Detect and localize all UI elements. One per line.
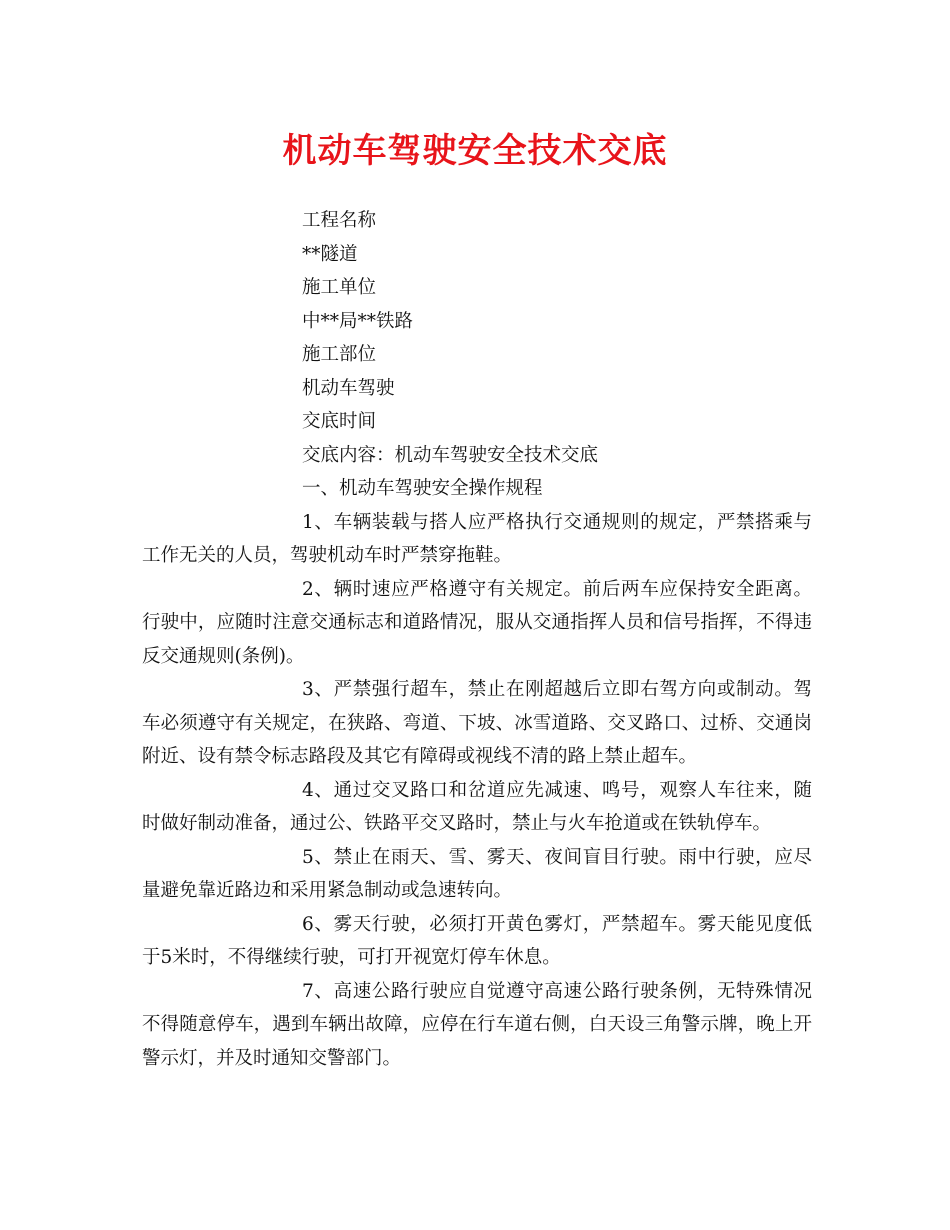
field-contractor-value: 中**局**铁路 [302, 310, 414, 332]
rule-paragraph-4: 4、通过交叉路口和岔道应先减速、鸣号，观察人车往来，随时做好制动准备，通过公、铁路平交叉路时，禁止与火车抢道或在铁轨停车。 [142, 779, 812, 834]
field-work-position-label: 施工部位 [302, 344, 377, 365]
field-work-position-value: 机动车驾驶 [302, 377, 395, 399]
document-body [142, 204, 812, 1075]
field-project-name-value: **隧道 [302, 243, 358, 265]
field-project-name-label: 工程名称 [302, 210, 377, 231]
rule-paragraph-5: 5、禁止在雨天、雪、雾天、夜间盲目行驶。雨中行驶，应尽量避免靠近路边和采用紧急制动或急速转向。 [142, 846, 812, 901]
field-briefing-content: 交底内容：机动车驾驶安全技术交底 [302, 444, 599, 466]
section-heading: 一、机动车驾驶安全操作规程 [302, 478, 543, 499]
field-briefing-time-label: 交底时间 [302, 411, 377, 432]
rule-paragraph-3: 3、严禁强行超车，禁止在刚超越后立即右驾方向或制动。驾车必须遵守有关规定，在狭路、弯道、下坡、冰雪道路、交叉路口、过桥、交通岗附近、设有禁令标志路段及其它有障碍或视线不清的路上禁止超车。 [142, 679, 812, 767]
rule-paragraph-7: 7、高速公路行驶应自觉遵守高速公路行驶条例，无特殊情况不得随意停车，遇到车辆出故障，应停在行车道右侧，白天设三角警示牌，晚上开警示灯，并及时通知交警部门。 [142, 980, 812, 1069]
field-contractor-label: 施工单位 [302, 277, 377, 298]
rule-paragraph-1: 1、车辆装载与搭人应严格执行交通规则的规定，严禁搭乘与工作无关的人员，驾驶机动车时严禁穿拖鞋。 [142, 511, 812, 566]
document-title: 机动车驾驶安全技术交底 [282, 131, 668, 171]
rule-paragraph-2: 2、辆时速应严格遵守有关规定。前后两车应保持安全距离。行驶中，应随时注意交通标志和道路情况，服从交通指挥人员和信号指挥，不得违反交通规则(条例)。 [142, 578, 812, 667]
rule-paragraph-6: 6、雾天行驶，必须打开黄色雾灯，严禁超车。雾天能见度低于5米时，不得继续行驶，可打开视宽灯停车休息。 [142, 913, 812, 968]
